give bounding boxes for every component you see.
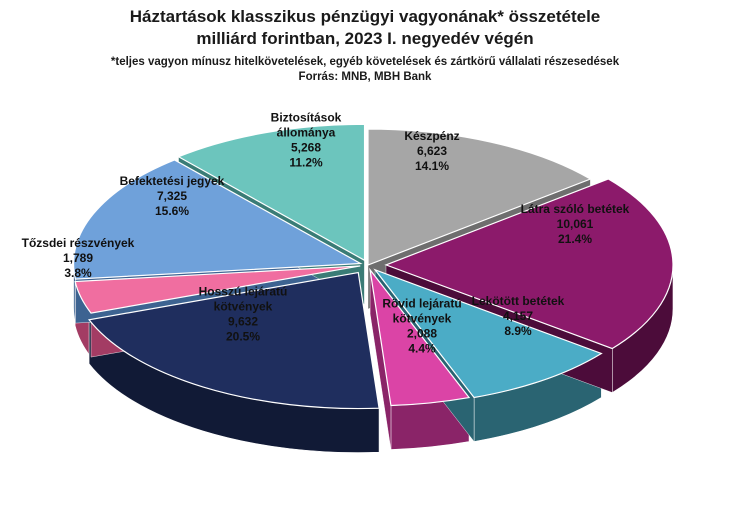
slice-name: Készpénz — [404, 129, 460, 143]
slice-percent: 14.1% — [414, 159, 450, 173]
chart-title-line2: milliárd forintban, 2023 I. negyedév végén — [196, 29, 534, 48]
slice-value: 2,088 — [406, 326, 438, 341]
slice-percent: 4.4% — [408, 341, 436, 356]
slice-name: Befektetési jegyek — [119, 174, 225, 188]
slice-value: 9,632 — [227, 314, 259, 329]
slice-name: Biztosítások — [270, 110, 342, 125]
slice-value: 5,268 — [290, 140, 322, 155]
slice-name: kötvények — [213, 299, 273, 314]
slice-name: Hosszú lejáratú — [198, 284, 288, 299]
slice-name: Tőzsdei részvények — [21, 236, 135, 250]
slice-value: 4,157 — [502, 309, 534, 323]
slice-percent: 15.6% — [154, 204, 190, 218]
slice-percent: 3.8% — [64, 266, 92, 280]
chart-source: Forrás: MNB, MBH Bank — [298, 71, 432, 83]
slice-name: Lekötött betétek — [471, 294, 565, 308]
slice-percent: 8.9% — [504, 324, 532, 338]
slice-percent: 21.4% — [557, 232, 593, 246]
slice-value: 7,325 — [156, 189, 188, 203]
chart-title: Háztartások klasszikus pénzügyi vagyonának* összetétele — [129, 7, 601, 26]
slice-name: kötvények — [392, 311, 452, 326]
slice-percent: 20.5% — [225, 329, 261, 344]
slice-name: Látra szóló betétek — [520, 202, 630, 216]
slice-value: 10,061 — [556, 217, 594, 231]
slice-percent: 11.2% — [289, 155, 323, 170]
chart-subtitle: *teljes vagyon mínusz hitelkövetelések, egyéb követelések és zártkörű vállalati részesedések — [110, 56, 620, 68]
slice-name: Rövid lejáratú — [382, 296, 462, 311]
slice-value: 1,789 — [62, 251, 94, 265]
slice-name: állománya — [276, 125, 336, 140]
slice-value: 6,623 — [416, 144, 448, 158]
